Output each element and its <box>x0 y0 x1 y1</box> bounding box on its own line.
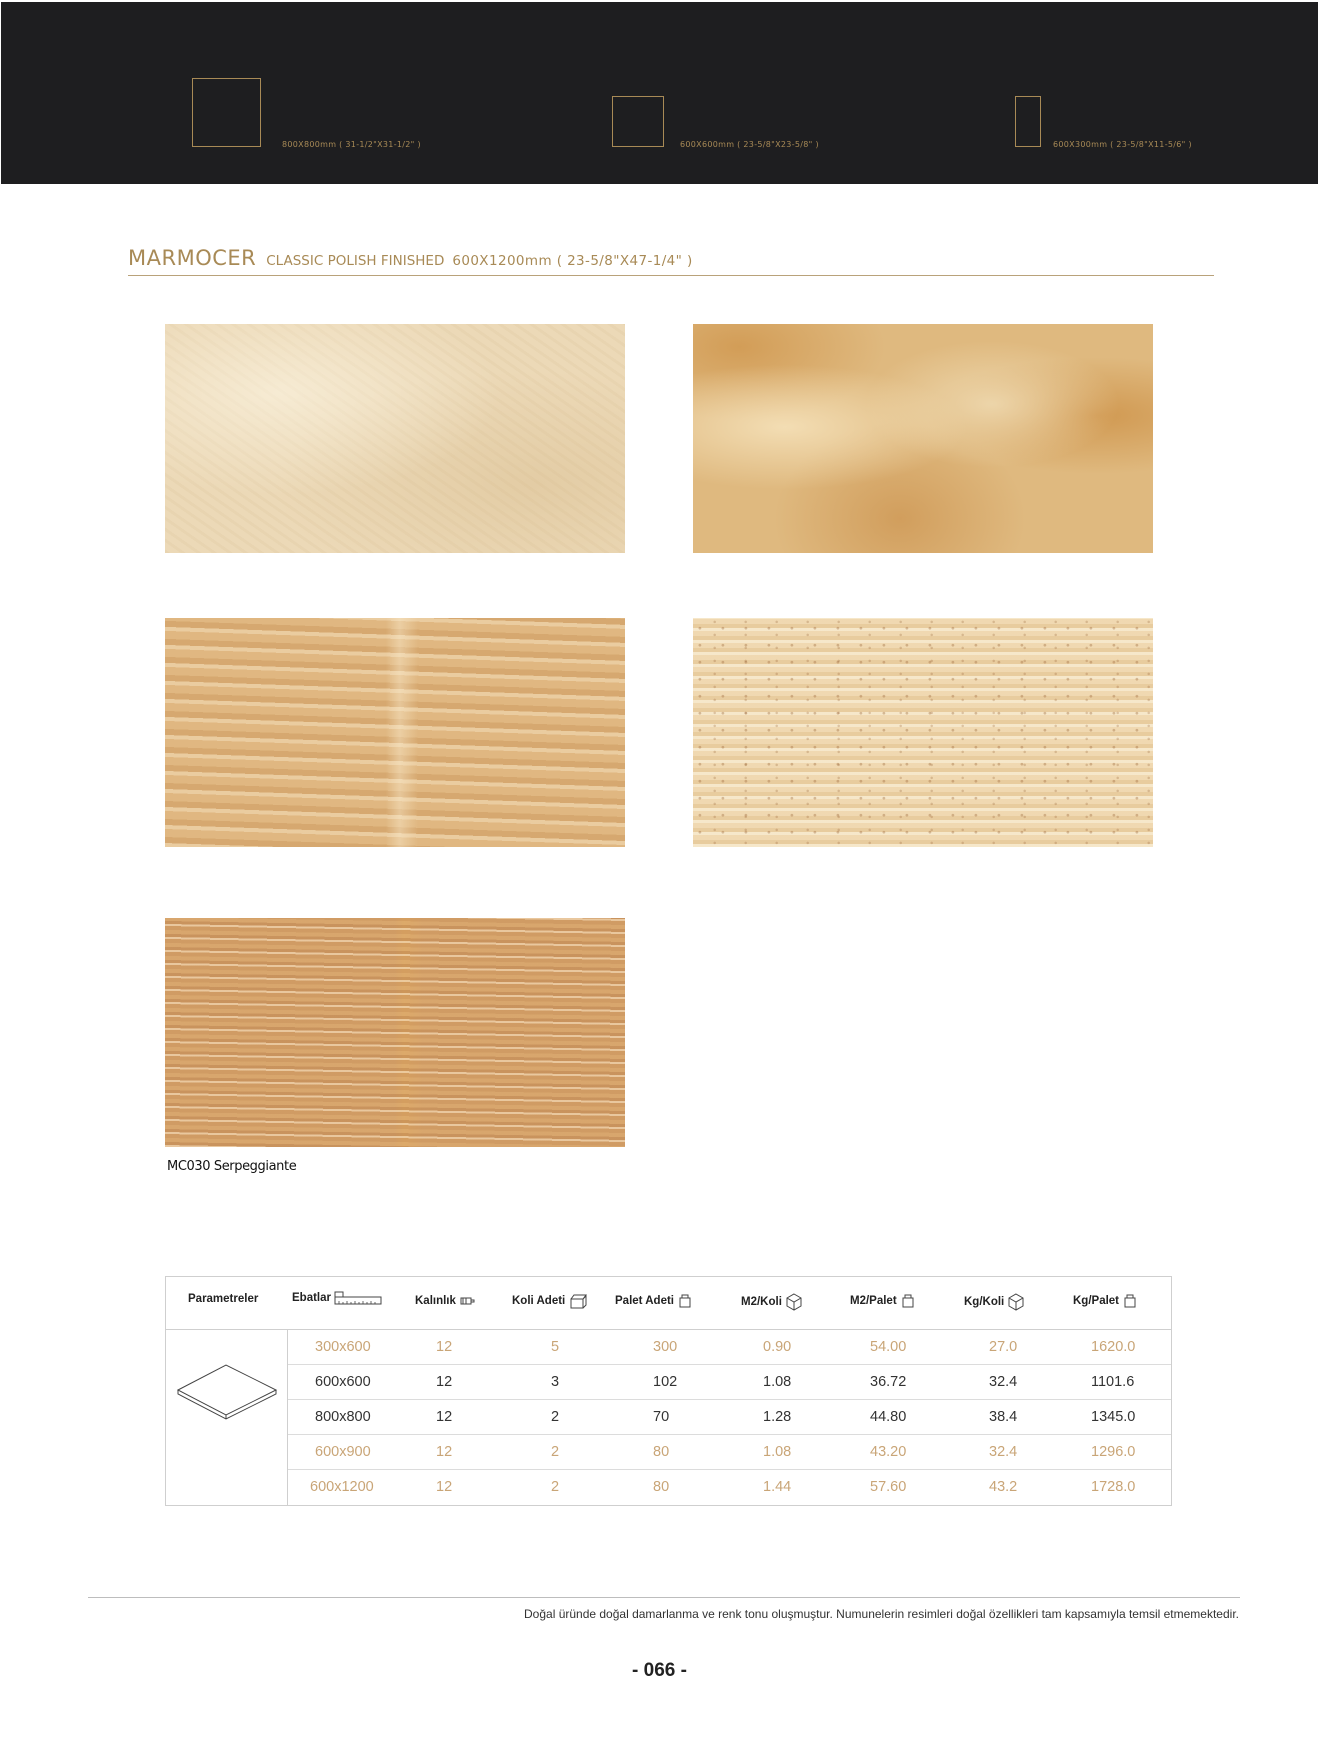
tile-illustration-cell <box>166 1330 288 1505</box>
header-m2-palet <box>850 1293 916 1309</box>
spec-table <box>165 1276 1172 1506</box>
cell-kg-koli: 43.2 <box>989 1479 1018 1495</box>
cell-thickness: 12 <box>436 1444 453 1460</box>
collection-title <box>128 246 1214 276</box>
cell-thickness: 12 <box>436 1374 453 1390</box>
header-ebatlar <box>292 1290 382 1306</box>
cell-m2-palet: 43.20 <box>870 1444 907 1460</box>
cell-m2-palet: 36.72 <box>870 1374 907 1390</box>
tile-perspective-icon <box>166 1330 288 1505</box>
ruler-icon <box>334 1290 382 1306</box>
pallet-icon <box>900 1293 916 1309</box>
cell-kg-koli: 32.4 <box>989 1374 1018 1390</box>
header-kg-palet-label: Kg/Palet <box>1073 1295 1120 1307</box>
cell-koli: 2 <box>551 1409 560 1425</box>
footer-disclaimer: Doğal üründe doğal damarlanma ve renk tonu oluşmuştur. Numunelerin resimleri doğal özellikleri tam kapsamıyla temsil etmemektedir. <box>524 1607 1239 1621</box>
cell-size: 600x600 <box>315 1374 371 1390</box>
tile-caption: MC030 Serpeggiante <box>167 1159 297 1174</box>
header-m2-koli-label: M2/Koli <box>741 1296 782 1308</box>
cell-size: 300x600 <box>315 1339 371 1355</box>
cube-box-icon <box>785 1293 803 1311</box>
header-m2-koli <box>741 1293 803 1311</box>
tile-image-travertine <box>693 618 1153 847</box>
cell-m2-koli: 1.08 <box>763 1374 792 1390</box>
size-icon-600x600 <box>612 96 664 147</box>
cell-m2-koli: 1.28 <box>763 1409 792 1425</box>
finish-label: CLASSIC POLISH FINISHED <box>266 253 445 269</box>
tile-image-golden-marble <box>693 324 1153 553</box>
cell-palet: 70 <box>653 1409 670 1425</box>
cell-size: 600x900 <box>315 1444 371 1460</box>
table-row <box>288 1400 1171 1435</box>
cell-m2-palet: 57.60 <box>870 1479 907 1495</box>
cell-koli: 3 <box>551 1374 560 1390</box>
cell-kg-palet: 1296.0 <box>1091 1444 1136 1460</box>
cell-koli: 5 <box>551 1339 560 1355</box>
size-caption-600x600: 600X600mm ( 23-5/8"X23-5/8" ) <box>680 140 819 149</box>
header-kg-koli-label: Kg/Koli <box>964 1296 1005 1308</box>
cube-box-icon <box>1007 1293 1025 1311</box>
header-palet-adeti-label: Palet Adeti <box>615 1295 675 1307</box>
header-ebatlar-label: Ebatlar <box>292 1292 331 1304</box>
table-row <box>288 1435 1171 1470</box>
header-band <box>1 2 1318 184</box>
size-icon-800x800 <box>192 78 261 147</box>
cell-kg-palet: 1101.6 <box>1091 1374 1135 1390</box>
cell-kg-koli: 38.4 <box>989 1409 1018 1425</box>
cell-kg-koli: 32.4 <box>989 1444 1018 1460</box>
brand-name: MARMOCER <box>128 246 257 270</box>
cell-palet: 102 <box>653 1374 678 1390</box>
cell-palet: 80 <box>653 1479 670 1495</box>
size-label: 600X1200mm ( 23-5/8"X47-1/4" ) <box>452 253 693 269</box>
cell-kg-palet: 1620.0 <box>1091 1339 1136 1355</box>
cell-size: 600x1200 <box>310 1479 374 1495</box>
footer-divider <box>88 1597 1240 1598</box>
cell-koli: 2 <box>551 1444 560 1460</box>
size-caption-600x300: 600X300mm ( 23-5/8"X11-5/6" ) <box>1053 140 1192 149</box>
cell-palet: 80 <box>653 1444 670 1460</box>
caliper-icon <box>459 1293 475 1309</box>
cell-thickness: 12 <box>436 1409 453 1425</box>
size-caption-800x800: 800X800mm ( 31-1/2"X31-1/2" ) <box>282 140 421 149</box>
tile-image-serpeggiante <box>165 918 625 1147</box>
pallet-icon <box>1122 1293 1138 1309</box>
cell-m2-palet: 54.00 <box>870 1339 907 1355</box>
cell-palet: 300 <box>653 1339 678 1355</box>
header-parametreler <box>188 1293 258 1305</box>
size-icon-600x300 <box>1015 96 1041 147</box>
pallet-icon <box>677 1293 693 1309</box>
header-palet-adeti <box>615 1293 693 1309</box>
tile-image-brown-onyx <box>165 618 625 847</box>
cell-m2-koli: 0.90 <box>763 1339 792 1355</box>
cell-m2-koli: 1.08 <box>763 1444 792 1460</box>
header-kg-palet <box>1073 1293 1138 1309</box>
spec-table-header <box>166 1277 1171 1330</box>
cell-kg-palet: 1345.0 <box>1091 1409 1136 1425</box>
cell-size: 800x800 <box>315 1409 371 1425</box>
header-koli-adeti <box>512 1293 588 1309</box>
cell-m2-koli: 1.44 <box>763 1479 792 1495</box>
header-koli-adeti-label: Koli Adeti <box>512 1295 566 1307</box>
table-row <box>288 1330 1171 1365</box>
open-box-icon <box>568 1293 588 1309</box>
table-row <box>288 1365 1171 1400</box>
header-m2-palet-label: M2/Palet <box>850 1295 897 1307</box>
table-row <box>288 1470 1171 1505</box>
page-number: - 066 - <box>632 1660 687 1681</box>
cell-kg-palet: 1728.0 <box>1091 1479 1136 1495</box>
cell-thickness: 12 <box>436 1339 453 1355</box>
cell-kg-koli: 27.0 <box>989 1339 1018 1355</box>
tile-image-cream-marble <box>165 324 625 553</box>
header-kalinlik <box>415 1293 475 1309</box>
cell-koli: 2 <box>551 1479 560 1495</box>
cell-thickness: 12 <box>436 1479 453 1495</box>
header-parametreler-label: Parametreler <box>188 1293 259 1305</box>
cell-m2-palet: 44.80 <box>870 1409 907 1425</box>
header-kg-koli <box>964 1293 1025 1311</box>
header-kalinlik-label: Kalınlık <box>415 1295 456 1307</box>
